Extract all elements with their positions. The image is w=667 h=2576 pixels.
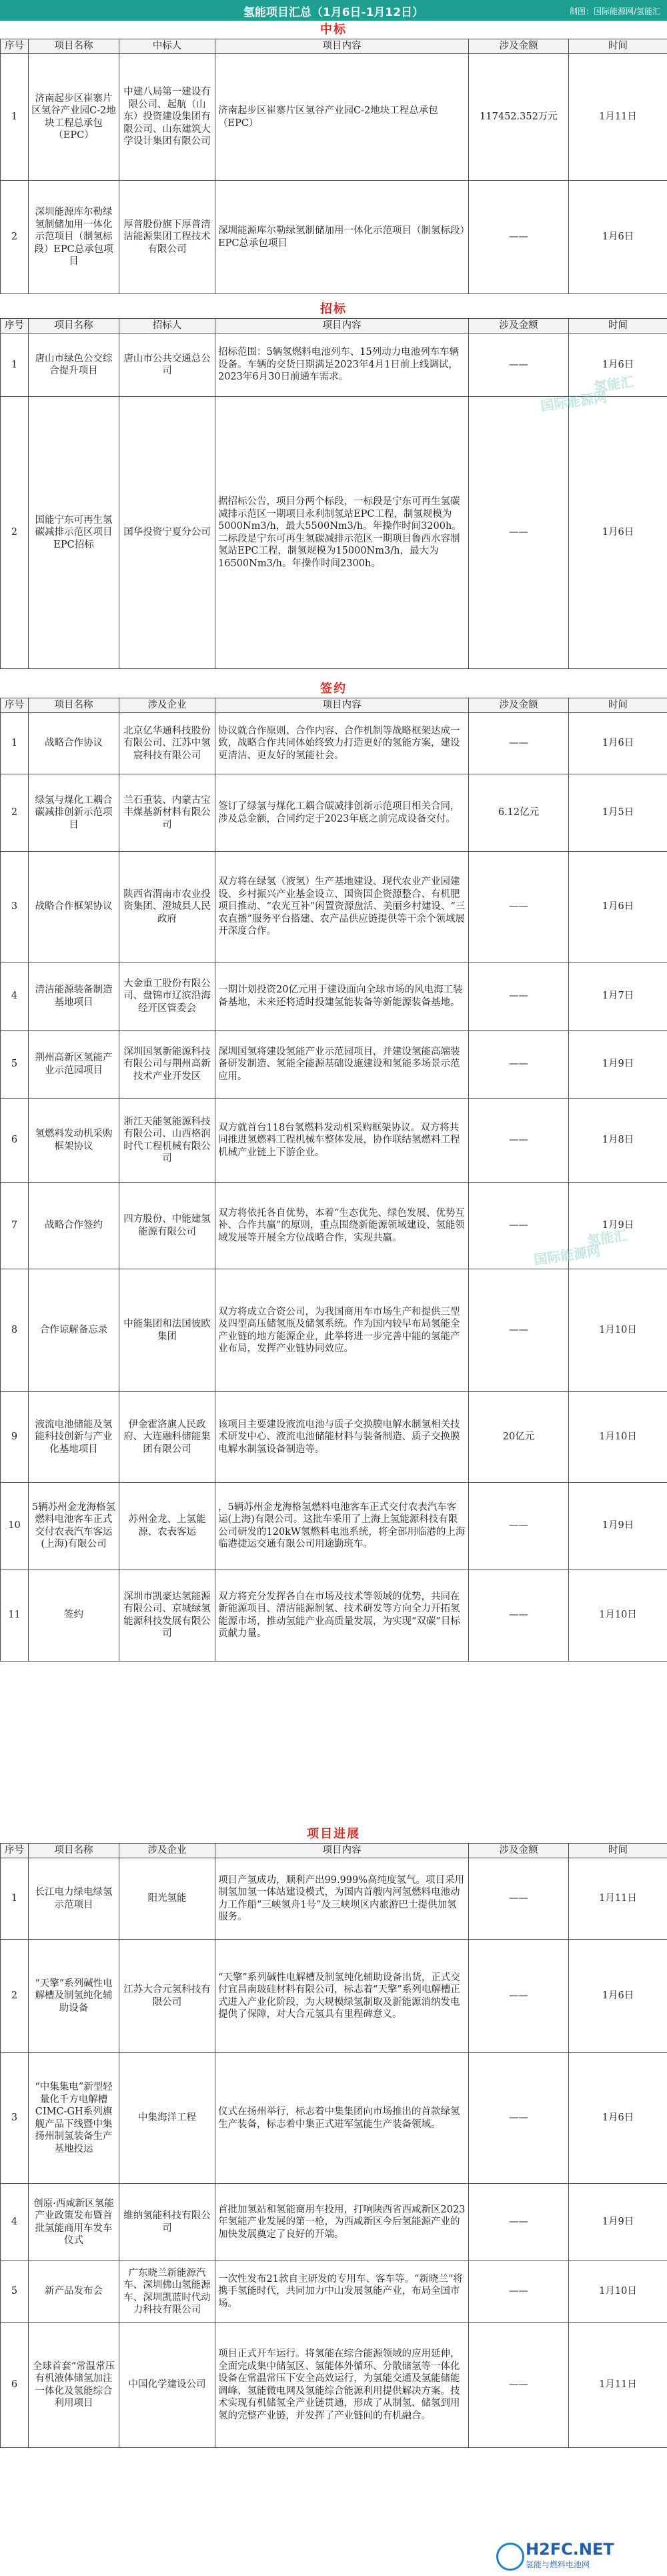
cell-name: 液流电池储能及氢能科技创新与产业化基地项目 — [29, 1392, 119, 1483]
cell-name: 战略合作框架协议 — [29, 852, 119, 962]
cell-amount: 6.12亿元 — [469, 774, 569, 852]
col-time: 时间 — [569, 698, 667, 713]
cell-time: 1月8日 — [569, 1099, 667, 1183]
logo-subtext: 氢能与燃料电池网 — [526, 2560, 590, 2569]
cell-party: 国华投资宁夏分公司 — [119, 397, 215, 669]
section-title-tender: 招标 — [320, 302, 347, 316]
cell-seq: 3 — [1, 2053, 29, 2184]
watermark-brand: 氢能汇 — [586, 1227, 628, 1249]
cell-time: 1月9日 — [569, 1183, 667, 1269]
cell-content: ，5辆苏州金龙海格氢燃料电池客车正式交付农表汽车客运(上海)有限公司。这批车采用了上海上氢能源科技有限公司研发的120kW氢燃料电池系统，将全部用临港的上海临港捷运交通有限公司用途勤班车。 — [215, 1483, 469, 1569]
cell-content: 双方将在绿氢（液氢）生产基地建设、现代农业产业园建设、乡村振兴产业基金设立、国资国企资源整合、有机肥项目推动、“农光互补”闲置资源盘活、美丽乡村建设、“三农直播”服务平台搭建、农产品供应链提供等干余个领域展开深度合作。 — [215, 852, 469, 962]
table-row — [1, 54, 667, 181]
cell-time: 1月9日 — [569, 2184, 667, 2261]
col-amount: 涉及金额 — [469, 698, 569, 713]
section-award — [0, 21, 667, 294]
cell-seq: 1 — [1, 334, 29, 397]
col-name: 项目名称 — [29, 39, 119, 54]
cell-amount: —— — [469, 397, 569, 669]
cell-party: 广东晓兰新能源汽车、深圳佛山氢能源车、深圳凯蓝时代动力科技有限公司 — [119, 2261, 215, 2323]
cell-content: 招标范围：5辆氢燃料电池列车、15列动力电池列车车辆设备。车辆的交货日期满足2023年4月1日前上线调试，2023年6月30日前通车需求。 — [215, 334, 469, 397]
section-progress — [0, 1825, 667, 2448]
cell-amount: —— — [469, 2184, 569, 2261]
cell-seq: 1 — [1, 54, 29, 181]
cell-amount: —— — [469, 962, 569, 1031]
cell-party: 唐山市公共交通总公司 — [119, 334, 215, 397]
cell-time: 1月5日 — [569, 774, 667, 852]
table-row — [1, 1031, 667, 1099]
cell-seq: 7 — [1, 1183, 29, 1269]
table-row — [1, 334, 667, 397]
cell-party: 浙江天能氢能源科技有限公司、山西格润时代工程机械有限公司 — [119, 1099, 215, 1183]
table-row — [1, 1858, 667, 1940]
cell-amount: —— — [469, 1858, 569, 1940]
cell-seq: 2 — [1, 774, 29, 852]
cell-amount: —— — [469, 1940, 569, 2053]
cell-party: 中国化学建设公司 — [119, 2323, 215, 2448]
cell-name: 战略合作协议 — [29, 713, 119, 774]
table-header-row — [1, 319, 667, 334]
cell-party: 中建八局第一建设有限公司、起航（山东）投资建设集团有限公司、山东建筑大学设计集团有限公司 — [119, 54, 215, 181]
table-row — [1, 1392, 667, 1483]
cell-name: 创原·西咸新区氢能产业政策发布暨首批氢能商用车发车仪式 — [29, 2184, 119, 2261]
cell-time: 1月10日 — [569, 2261, 667, 2323]
cell-party: 厚普股份旗下厚普清洁能源集团工程技术有限公司 — [119, 181, 215, 294]
table-row — [1, 2261, 667, 2323]
col-bid-party: 招标人 — [119, 319, 215, 334]
cell-party: 苏州金龙、上氢能源、农表客运 — [119, 1483, 215, 1569]
cell-seq: 9 — [1, 1392, 29, 1483]
progress-table — [0, 1843, 667, 2448]
cell-amount: —— — [469, 1483, 569, 1569]
cell-seq: 3 — [1, 852, 29, 962]
cell-seq: 2 — [1, 1940, 29, 2053]
cell-content: 签订了绿氢与煤化工耦合碳减排创新示范项目相关合同，涉及总金额，合同约定于2023年底之前完成设备交付。 — [215, 774, 469, 852]
col-seq: 序号 — [1, 39, 29, 54]
table-row — [1, 1269, 667, 1392]
cell-seq: 4 — [1, 2184, 29, 2261]
cell-time: 1月11日 — [569, 1858, 667, 1940]
col-name: 项目名称 — [29, 319, 119, 334]
watermark-brand: 国际能源网 — [540, 389, 608, 414]
table-header-row — [1, 698, 667, 713]
watermark-brand: 氢能汇 — [592, 373, 635, 396]
col-content: 项目内容 — [215, 698, 469, 713]
cell-party: 陕西省渭南市农业投资集团、澄城县人民政府 — [119, 852, 215, 962]
cell-seq: 5 — [1, 1031, 29, 1099]
cell-seq: 6 — [1, 2323, 29, 2448]
col-seq: 序号 — [1, 698, 29, 713]
col-name: 项目名称 — [29, 1844, 119, 1858]
cell-amount: —— — [469, 852, 569, 962]
cell-time: 1月10日 — [569, 1269, 667, 1392]
cell-time: 1月6日 — [569, 2053, 667, 2184]
col-content: 项目内容 — [215, 1844, 469, 1858]
col-company: 涉及企业 — [119, 1844, 215, 1858]
col-amount: 涉及金额 — [469, 39, 569, 54]
cell-time: 1月10日 — [569, 1392, 667, 1483]
cell-time: 1月9日 — [569, 1031, 667, 1099]
col-winner: 中标人 — [119, 39, 215, 54]
cell-content: 项目正式开车运行。将氢能在综合能源领域的应用延伸，全面完成集中储氢区、氢能体外循环、分散储氢等一体化设备在常温常压下安全高效运行，为氢能交通及氢能储能调峰、氢能微电网及氢能综合能源利用提供解决方案。技术实现有机储氢全产业链贯通，形成了从制氢、储氢到用氢的完整产业链，并发挥了产业链间的有机融合。 — [215, 2323, 469, 2448]
cell-time: 1月11日 — [569, 54, 667, 181]
col-company: 涉及企业 — [119, 698, 215, 713]
table-header-row — [1, 39, 667, 54]
cell-party: 阳光氢能 — [119, 1858, 215, 1940]
cell-content: 该项目主要建设液流电池与质子交换膜电解水制氢相关技术研发中心、液流电池储能材料与装备制造、质子交换膜电解水制氢设备制造等。 — [215, 1392, 469, 1483]
cell-time: 1月6日 — [569, 181, 667, 294]
cell-seq: 5 — [1, 2261, 29, 2323]
table-row — [1, 181, 667, 294]
cell-content: 双方将成立合资公司，为我国商用车市场生产和提供三型及四型高压储氢瓶及储氢系统。作为国内较早布局氢能全产业链的地方能源企业，此举将进一步完善中能的氢能产业布局，发挥产业链协同效应。 — [215, 1269, 469, 1392]
cell-content: 一次性发布21款自主研发的专用车、客车等。“新晓兰”将携手氢能时代，共同加力中山发展氢能产业，布局全国市场。 — [215, 2261, 469, 2323]
table-row — [1, 1483, 667, 1569]
cell-content: 双方将充分发挥各自在市场及技术等领域的优势，共同在新能源项目、清洁能源制氢、技术研发等方向全力开拓氢能源市场，推动氢能产业高质量发展，为实现“双碳”目标贡献力量。 — [215, 1569, 469, 1662]
cell-amount: —— — [469, 181, 569, 294]
cell-content: 双方就首台118台氢燃料发动机采购框架协议。双方将共同推进氢燃料工程机械车整体发展，协作联结氢燃料工程机械产业链上下游企业。 — [215, 1099, 469, 1183]
col-seq: 序号 — [1, 1844, 29, 1858]
cell-time: 1月6日 — [569, 334, 667, 397]
cell-name: 长江电力绿电绿氢示范项目 — [29, 1858, 119, 1940]
table-row — [1, 1099, 667, 1183]
cell-time: 1月6日 — [569, 1940, 667, 2053]
footer-logo — [494, 2540, 660, 2569]
title-bar — [0, 0, 667, 21]
page-title: 氢能项目汇总（1月6日-1月12日） — [243, 6, 424, 19]
table-row — [1, 1940, 667, 2053]
cell-party: 伊金霍洛旗人民政府、大连融科储能集团有限公司 — [119, 1392, 215, 1483]
cell-amount: —— — [469, 1183, 569, 1269]
cell-name: 荆州高新区氢能产业示范园项目 — [29, 1031, 119, 1099]
cell-amount: —— — [469, 1031, 569, 1099]
cell-time: 1月6日 — [569, 852, 667, 962]
source-credit: 制图：国际能源网/氢能汇 — [569, 7, 660, 16]
table-row — [1, 962, 667, 1031]
cell-party: 深圳市凯豪达氢能源有限公司、京城绿氢能源科技发展有限公司 — [119, 1569, 215, 1662]
cell-name: 深圳能源库尔勒绿氢制储加用一体化示范项目（制氢标段）EPC总承包项目 — [29, 181, 119, 294]
cell-content: 一期计划投资20亿元用于建设面向全球市场的风电海工装备基地，未来还将适时投建氢能装备等新能源装备基地。 — [215, 962, 469, 1031]
cell-name: 5辆苏州金龙海格氢燃料电池客车正式交付农表汽车客运(上海)有限公司 — [29, 1483, 119, 1569]
award-table — [0, 39, 667, 294]
cell-name: 济南起步区崔寨片区氢谷产业园C-2地块工程总承包（EPC） — [29, 54, 119, 181]
cell-content: 双方将依托各自优势，本着“生态优先、绿色发展、优势互补、合作共赢”的原则，重点围绕新能源领域建设、氢能领域发展等开展全方位战略合作，实现共赢。 — [215, 1183, 469, 1269]
table-row — [1, 2184, 667, 2261]
col-content: 项目内容 — [215, 319, 469, 334]
cell-amount: —— — [469, 1569, 569, 1662]
cell-amount: —— — [469, 1269, 569, 1392]
table-row — [1, 852, 667, 962]
cell-party: 深圳国氢新能源科技有限公司与荆州高新技术产业开发区 — [119, 1031, 215, 1099]
cell-time: 1月7日 — [569, 962, 667, 1031]
cell-seq: 1 — [1, 1858, 29, 1940]
cell-name: 全球首套“常温常压有机液体储氢加注一体化及氢能综合利用项目 — [29, 2323, 119, 2448]
cell-content: 济南起步区崔寨片区氢谷产业园C-2地块工程总承包（EPC） — [215, 54, 469, 181]
cell-party: 四方股份、中能建氢能源有限公司 — [119, 1183, 215, 1269]
watermark-brand: 国际能源网 — [533, 1243, 602, 1268]
col-content: 项目内容 — [215, 39, 469, 54]
cell-time: 1月6日 — [569, 397, 667, 669]
cell-content: “天擎”系列碱性电解槽及制氢纯化辅助设备出货，正式交付宜昌南玻硅材料有限公司，标志着“天擎”系列电解槽正式进入产业化阶段，为大规模绿氢制取及新能源消纳发电提供了保障，对大合元氢具有里程碑意义。 — [215, 1940, 469, 2053]
col-seq: 序号 — [1, 319, 29, 334]
cell-seq: 10 — [1, 1483, 29, 1569]
cell-seq: 8 — [1, 1269, 29, 1392]
cell-amount: —— — [469, 2323, 569, 2448]
logo-text: H2FC.NET — [526, 2540, 614, 2559]
table-row — [1, 1569, 667, 1662]
sign-table — [0, 698, 667, 1662]
cell-content: 首批加氢站和氢能商用车投用，打响陕西省西咸新区2023年氢能产业发展的第一枪，为西咸新区今后氢能源产业的加快发展奠定了良好的开端。 — [215, 2184, 469, 2261]
cell-name: “天擎”系列碱性电解槽及制氢纯化辅助设备 — [29, 1940, 119, 2053]
cell-time: 1月9日 — [569, 1483, 667, 1569]
cell-amount: —— — [469, 2053, 569, 2184]
cell-name: 战略合作签约 — [29, 1183, 119, 1269]
cell-content: 仪式在扬州举行，标志着中集集团向市场推出的首款绿氢生产装备，标志着中集正式进军氢能生产装备领域。 — [215, 2053, 469, 2184]
progress-body — [1, 1858, 667, 2448]
cell-name: 绿氢与煤化工耦合碳减排创新示范项目 — [29, 774, 119, 852]
col-time: 时间 — [569, 319, 667, 334]
logo-ring-icon — [496, 2543, 524, 2571]
col-amount: 涉及金额 — [469, 319, 569, 334]
cell-amount: —— — [469, 334, 569, 397]
cell-name: 清洁能源装备制造基地项目 — [29, 962, 119, 1031]
section-tender — [0, 300, 667, 669]
table-row — [1, 2323, 667, 2448]
cell-party: 北京亿华通科技股份有限公司、江苏中氢宸科技有限公司 — [119, 713, 215, 774]
table-row — [1, 774, 667, 852]
cell-name: 签约 — [29, 1569, 119, 1662]
col-name: 项目名称 — [29, 698, 119, 713]
cell-amount: —— — [469, 2261, 569, 2323]
cell-name: 新产品发布会 — [29, 2261, 119, 2323]
award-body — [1, 54, 667, 294]
cell-time: 1月6日 — [569, 713, 667, 774]
table-row — [1, 397, 667, 669]
cell-content: 项目产氢成功，顺利产出99.999%高纯度氢气。项目采用制氢加氢一体站建设模式，为国内首艘内河氢燃料电池动力工作船“三峡氢舟1号”及三峡坝区内旅游巴士提供加氢服务。 — [215, 1858, 469, 1940]
section-title-sign: 签约 — [320, 682, 347, 696]
cell-party: 中集海洋工程 — [119, 2053, 215, 2184]
tender-table — [0, 318, 667, 669]
col-time: 时间 — [569, 1844, 667, 1858]
cell-amount: 117452.352万元 — [469, 54, 569, 181]
section-title-progress: 项目进展 — [307, 1827, 360, 1841]
col-amount: 涉及金额 — [469, 1844, 569, 1858]
cell-party: 兰石重装、内蒙古宝丰煤基新材料有限公司 — [119, 774, 215, 852]
section-title-award: 中标 — [320, 23, 347, 37]
cell-amount: 20亿元 — [469, 1392, 569, 1483]
cell-name: “中集集电”新型轻量化千方电解槽CIMC-GH系列旗舰产品下线暨中集扬州制氢装备生产基地投运 — [29, 2053, 119, 2184]
cell-name: 唐山市绿色公交综合提升项目 — [29, 334, 119, 397]
cell-seq: 2 — [1, 397, 29, 669]
cell-amount: —— — [469, 1099, 569, 1183]
tender-body — [1, 334, 667, 669]
cell-seq: 6 — [1, 1099, 29, 1183]
cell-name: 氢燃料发动机采购框架协议 — [29, 1099, 119, 1183]
cell-party: 维纳氢能科技有限公司 — [119, 2184, 215, 2261]
section-sign — [0, 680, 667, 1662]
cell-seq: 11 — [1, 1569, 29, 1662]
cell-time: 1月11日 — [569, 2323, 667, 2448]
cell-name: 国能宁东可再生氢碳减排示范区项目EPC招标 — [29, 397, 119, 669]
cell-name: 合作谅解备忘录 — [29, 1269, 119, 1392]
cell-party: 江苏大合元氢科技有限公司 — [119, 1940, 215, 2053]
cell-party: 中能集团和法国彼欧集团 — [119, 1269, 215, 1392]
cell-seq: 2 — [1, 181, 29, 294]
col-time: 时间 — [569, 39, 667, 54]
cell-party: 大金重工股份有限公司、盘锦市辽滨沿海经开区管委会 — [119, 962, 215, 1031]
table-header-row — [1, 1844, 667, 1858]
cell-content: 深圳能源库尔勒绿氢制储加用一体化示范项目（制氢标段）EPC总承包项目 — [215, 181, 469, 294]
sign-body — [1, 713, 667, 1662]
table-row — [1, 2053, 667, 2184]
cell-amount: —— — [469, 713, 569, 774]
cell-content: 深圳国氢将建设氢能产业示范园项目，并建设氢能高端装备研发制造、氢能全能源基础设施建设和氢能多场景示范应用。 — [215, 1031, 469, 1099]
table-row — [1, 713, 667, 774]
cell-content: 协议就合作原则、合作内容、合作机制等战略框架达成一致，战略合作共同体始终致力打造更好的氢能方案，建设更清洁、更友好的氢能社会。 — [215, 713, 469, 774]
cell-seq: 4 — [1, 962, 29, 1031]
cell-time: 1月10日 — [569, 1569, 667, 1662]
cell-content: 据招标公告，项目分两个标段，一标段是宁东可再生氢碳减排示范区一期项目永利制氢站EPC工程，制氢规模为5000Nm3/h，最大5500Nm3/h。年操作时间3200h。二标段是宁东可再生氢碳减排示范区一期项目鲁西水容制氢站EPC工程，制氢规模为15000Nm3/h，最大为16500Nm3/h。年操作时间2300h。 — [215, 397, 469, 669]
cell-seq: 1 — [1, 713, 29, 774]
